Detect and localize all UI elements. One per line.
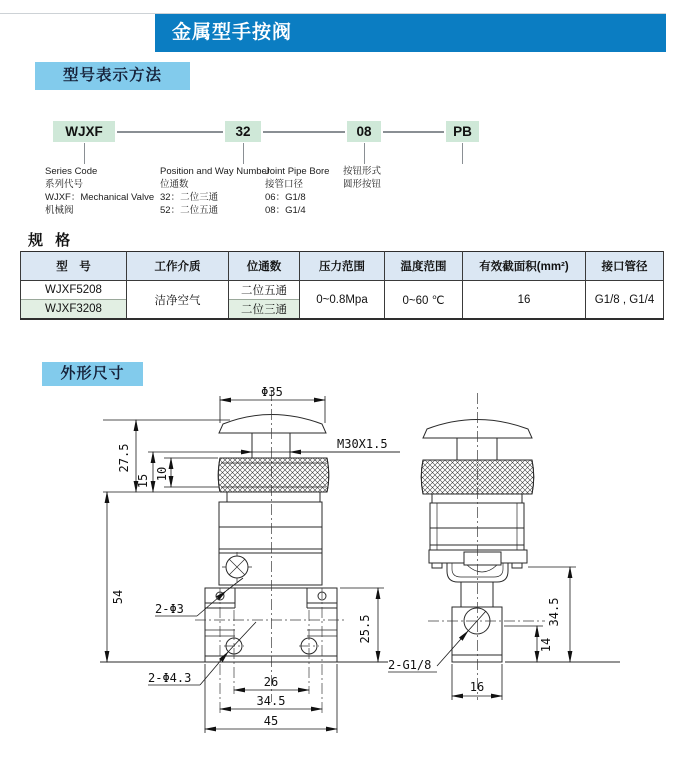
cell-medium: 洁净空气 xyxy=(127,281,229,320)
dim-label-m30: M30X1.5 xyxy=(337,437,388,451)
dim-label-25-5: 25.5 xyxy=(358,614,372,644)
connector-line xyxy=(383,131,444,133)
dim-label-15: 15 xyxy=(136,473,150,489)
section-chip-model-method: 型号表示方法 xyxy=(35,62,190,90)
code-desc-series xyxy=(45,165,154,217)
code-desc-ways xyxy=(160,165,270,217)
code-desc-line: Position and Way Number xyxy=(160,166,271,177)
code-desc-line: 06：G1/8 xyxy=(265,192,306,203)
col-temp: 温度范围 xyxy=(385,252,463,281)
cell-pressure: 0~0.8Mpa xyxy=(300,281,385,320)
code-box-series: WJXF xyxy=(53,121,115,142)
code-desc-line: 按钮形式 xyxy=(343,166,382,177)
front-view xyxy=(100,385,400,733)
section-chip-dimensions: 外形尺寸 xyxy=(42,362,143,386)
dim-label-34-5-side: 34.5 xyxy=(547,597,561,627)
col-ways: 位通数 xyxy=(229,252,300,281)
dim-label-54: 54 xyxy=(111,589,125,605)
code-desc-line: 32：二位三通 xyxy=(160,192,219,203)
cell-pipe: G1/8 , G1/4 xyxy=(586,281,664,320)
dimension-drawing xyxy=(0,380,680,771)
connector-line xyxy=(263,131,345,133)
page-title: 金属型手按阀 xyxy=(172,22,293,43)
dim-label-2-phi3: 2-Φ3 xyxy=(155,602,184,616)
side-view xyxy=(388,393,620,700)
col-model: 型 号 xyxy=(21,252,127,281)
cell-model-2: WJXF3208 xyxy=(21,300,127,320)
cell-area: 16 xyxy=(463,281,586,320)
dim-label-14: 14 xyxy=(539,637,553,653)
col-pressure: 压力范围 xyxy=(300,252,385,281)
dim-label-26: 26 xyxy=(263,675,279,689)
col-pipe: 接口管径 xyxy=(586,252,664,281)
code-box-button: PB xyxy=(446,121,479,142)
dim-label-2-g18: 2-G1/8 xyxy=(388,658,432,672)
spec-section-title: 规 格 xyxy=(28,232,75,249)
spec-row-1 xyxy=(21,281,664,300)
drop-line xyxy=(364,143,365,164)
dim-label-phi35: Φ35 xyxy=(261,385,283,399)
code-desc-line: 机械阀 xyxy=(45,205,74,216)
code-desc-button xyxy=(343,165,381,191)
code-desc-line: WJXF：Mechanical Valve xyxy=(45,192,155,203)
code-box-ways: 32 xyxy=(225,121,261,142)
code-desc-line: 圆形按钮 xyxy=(343,179,382,190)
dim-label-45: 45 xyxy=(263,714,279,728)
col-area: 有效截面积(mm²) xyxy=(463,252,586,281)
code-desc-line: 接管口径 xyxy=(265,179,304,190)
connector-line xyxy=(117,131,223,133)
code-desc-line: 位通数 xyxy=(160,179,189,190)
dim-label-34-5: 34.5 xyxy=(256,694,286,708)
cell-ways-2: 二位三通 xyxy=(229,300,300,320)
dim-label-27-5: 27.5 xyxy=(117,443,131,473)
drop-line xyxy=(84,143,85,164)
dim-label-16: 16 xyxy=(469,680,485,694)
dim-label-2-phi4-3: 2-Φ4.3 xyxy=(148,671,192,685)
title-bar xyxy=(155,14,666,52)
code-box-bore: 08 xyxy=(347,121,381,142)
code-desc-line: Series Code xyxy=(45,166,98,177)
code-desc-line: 08：G1/4 xyxy=(265,205,306,216)
code-desc-line: 52：二位五通 xyxy=(160,205,219,216)
dim-label-10: 10 xyxy=(155,466,169,482)
drop-line xyxy=(462,143,463,164)
cell-temp: 0~60 ℃ xyxy=(385,281,463,320)
drop-line xyxy=(243,143,244,164)
code-desc-line: 系列代号 xyxy=(45,179,84,190)
spec-table xyxy=(20,251,664,320)
cell-ways-1: 二位五通 xyxy=(229,281,300,300)
code-desc-line: Joint Pipe Bore xyxy=(265,166,330,177)
cell-model-1: WJXF5208 xyxy=(21,281,127,300)
spec-header-row xyxy=(21,252,664,281)
col-medium: 工作介质 xyxy=(127,252,229,281)
code-desc-bore xyxy=(265,165,329,217)
